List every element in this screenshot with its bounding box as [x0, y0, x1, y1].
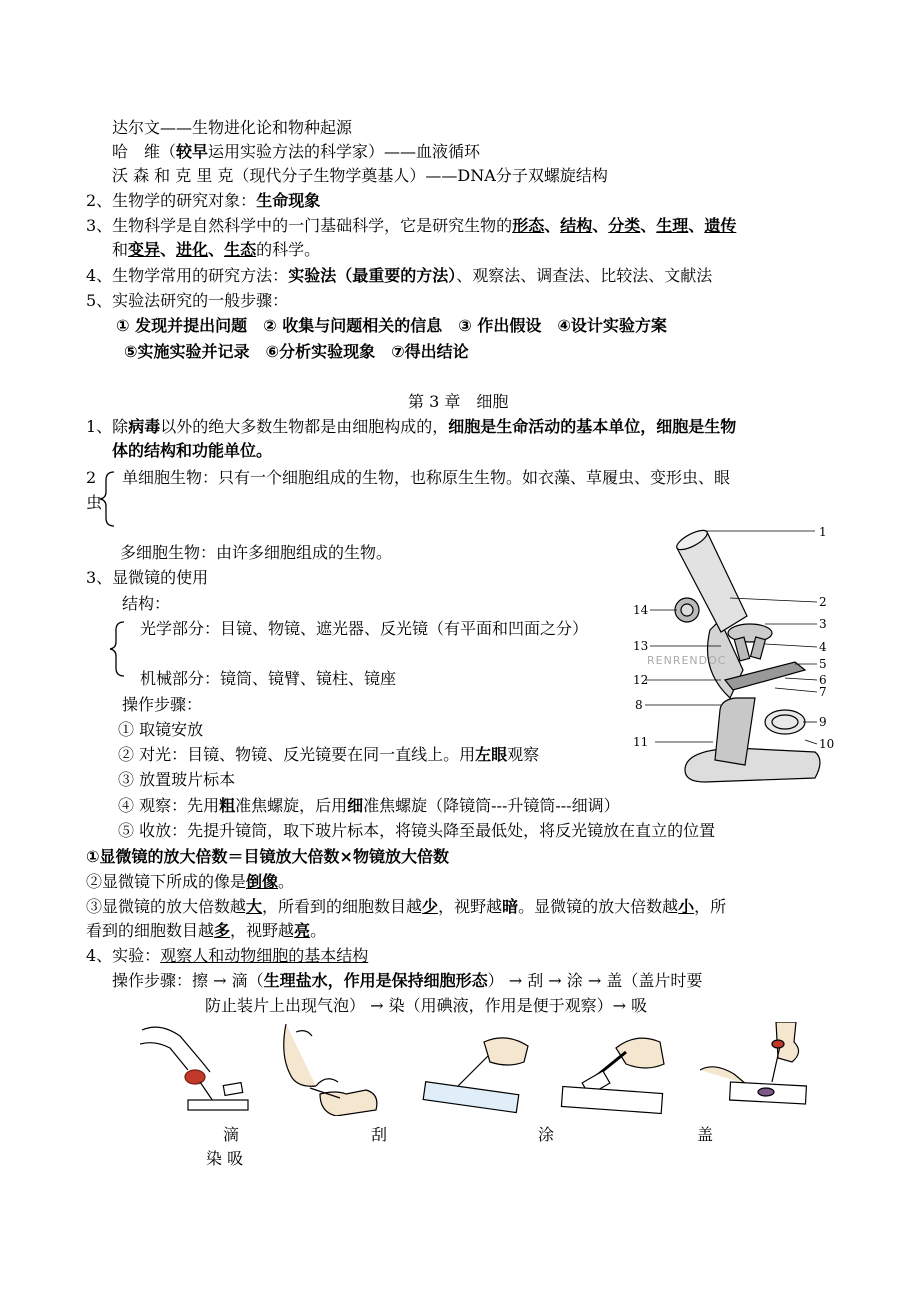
sep: 、 — [544, 216, 561, 235]
m4d: 亮 — [294, 921, 311, 940]
m3b: 大 — [246, 897, 263, 916]
op-5: ⑤ 收放：先提升镜筒，取下玻片标本，将镜头降至最低处，将反光镜放在直立的位置 — [118, 821, 716, 840]
op4-text: ④ 观察：先用 — [118, 796, 220, 815]
brace-icon — [98, 470, 118, 528]
m3f: 暗 — [502, 897, 519, 916]
label-3: 3 — [819, 617, 827, 631]
label-1: 1 — [819, 525, 827, 539]
section-2 — [86, 190, 320, 212]
sep: 、 — [160, 240, 177, 259]
harvey-text-2: 运用实验方法的科学家）——血液循环 — [208, 142, 481, 161]
optical-parts: 光学部分：目镜、物镜、遮光器、反光镜（有平面和凹面之分） — [140, 619, 589, 638]
watson-line: 沃 森 和 克 里 克（现代分子生物学奠基人）——DNA分子双螺旋结构 — [112, 166, 608, 185]
smear-illustration — [420, 1032, 532, 1116]
unicellular-line: 单细胞生物：只有一个细胞组成的生物，也称原生生物。如衣藻、草履虫、变形虫、眼 — [122, 468, 731, 487]
op2-text: ② 对光：目镜、物镜、反光镜要在同一直线上。用 — [118, 745, 476, 764]
caption-smear: 涂 — [538, 1125, 555, 1144]
sep: 、 — [640, 216, 657, 235]
kw-evolution: 进化 — [176, 240, 209, 259]
microscope-diagram — [625, 520, 840, 790]
op4-text-3: 准焦螺旋（降镜筒---升镜筒---细调） — [363, 796, 620, 815]
op-2 — [118, 744, 539, 766]
s2-bold: 生命现象 — [256, 191, 321, 210]
m4a: 看到的细胞数目越 — [86, 921, 215, 940]
drip-illustration — [140, 1022, 250, 1114]
m3i: ，所 — [694, 897, 727, 916]
s2-text: 2、生物学的研究对象： — [86, 191, 257, 210]
section-5-title: 5、实验法研究的一般步骤： — [86, 291, 289, 310]
microscope-heading: 3、显微镜的使用 — [86, 568, 209, 587]
ops-label: 操作步骤： — [122, 695, 203, 714]
structure-label: 结构： — [122, 594, 171, 613]
kw-morphology: 形态 — [512, 216, 545, 235]
kw-structure: 结构 — [560, 216, 593, 235]
section-3-line2 — [112, 239, 320, 261]
m4e: 。 — [310, 921, 327, 940]
m3g: 。显微镜的放大倍数越 — [518, 897, 679, 916]
m2-text: ②显微镜下所成的像是 — [86, 872, 247, 891]
s3-text: 3、生物科学是自然科学中的一门基础科学，它是研究生物的 — [86, 216, 513, 235]
magnification-formula: ①显微镜的放大倍数＝目镜放大倍数×物镜放大倍数 — [86, 847, 449, 866]
s1b: 生理盐水，作用是保持细胞形态 — [263, 971, 488, 990]
experiment-steps-1 — [112, 970, 702, 992]
op2-end: 观察 — [507, 745, 540, 764]
label-5: 5 — [819, 657, 827, 671]
caption-drip: 滴 — [223, 1125, 240, 1144]
inverted-image — [86, 871, 294, 893]
label-14: 14 — [633, 603, 649, 617]
label-8: 8 — [635, 698, 643, 712]
mechanical-parts: 机械部分：镜筒、镜臂、镜柱、镜座 — [140, 669, 397, 688]
s3-end: 的科学。 — [256, 240, 321, 259]
caption-stain-absorb: 染 吸 — [206, 1149, 244, 1168]
experiment-steps-2: 防止装片上出现气泡） → 染（用碘液，作用是便于观察）→ 吸 — [205, 996, 648, 1015]
darwin-line: 达尔文——生物进化论和物种起源 — [112, 118, 353, 137]
s4-rest: 、观察法、调查法、比较法、文献法 — [456, 266, 713, 285]
m2-end: 。 — [278, 872, 295, 891]
label-10: 10 — [819, 737, 835, 751]
chapter-3-title: 第 3 章 细胞 — [408, 392, 509, 411]
op2-left-eye: 左眼 — [475, 745, 508, 764]
kw-ecology: 生态 — [224, 240, 257, 259]
m3e: ，视野越 — [438, 897, 503, 916]
s3-and: 和 — [112, 240, 129, 259]
m3h: 小 — [678, 897, 695, 916]
op-4 — [118, 795, 620, 817]
kw-heredity: 遗传 — [704, 216, 737, 235]
watermark: RENRENDOC — [647, 654, 727, 667]
m3d: 少 — [422, 897, 439, 916]
experiment-heading — [86, 945, 368, 967]
kw-physiology: 生理 — [656, 216, 689, 235]
sep: 、 — [688, 216, 705, 235]
label-4: 4 — [819, 640, 827, 654]
kw-classification: 分类 — [608, 216, 641, 235]
label-11: 11 — [633, 735, 649, 749]
section-5-steps-2: ⑤实施实验并记录 ⑥分析实验现象 ⑦得出结论 — [124, 342, 469, 361]
s4-bold: 实验法（最重要的方法） — [288, 266, 457, 285]
harvey-line — [112, 141, 480, 163]
label-13: 13 — [633, 639, 649, 653]
op4-coarse: 粗 — [219, 796, 236, 815]
p1-text-2: 以外的绝大多数生物都是由细胞构成的， — [160, 417, 449, 436]
section-3-line1 — [86, 215, 736, 237]
p1-virus: 病毒 — [128, 417, 161, 436]
s4-text: 4、生物学常用的研究方法： — [86, 266, 289, 285]
m4b: 多 — [214, 921, 231, 940]
magnification-rule-1 — [86, 896, 726, 918]
sep: 、 — [208, 240, 225, 259]
section-4 — [86, 265, 712, 287]
caption-scrape: 刮 — [371, 1125, 388, 1144]
label-9: 9 — [819, 715, 827, 729]
scrape-illustration — [276, 1024, 388, 1116]
m2-bold: 倒像 — [246, 872, 279, 891]
op-3: ③ 放置玻片标本 — [118, 770, 236, 789]
section-5-steps-1: ① 发现并提出问题 ② 收集与问题相关的信息 ③ 作出假设 ④设计实验方案 — [116, 316, 667, 335]
m3a: ③显微镜的放大倍数越 — [86, 897, 247, 916]
op4-text-2: 准焦螺旋，后用 — [235, 796, 348, 815]
brace-icon — [108, 620, 128, 678]
p4-title: 观察人和动物细胞的基本结构 — [160, 946, 369, 965]
harvey-text: 哈 维（ — [112, 142, 177, 161]
p1-bold: 细胞是生命活动的基本单位，细胞是生物 — [448, 417, 737, 436]
op-1: ① 取镜安放 — [118, 720, 204, 739]
stain-absorb-illustration — [700, 1022, 812, 1114]
sep: 、 — [592, 216, 609, 235]
m3c: ，所看到的细胞数目越 — [262, 897, 423, 916]
label-6: 6 — [819, 673, 827, 687]
p1-text: 1、除 — [86, 417, 129, 436]
p4-label: 4、实验： — [86, 946, 161, 965]
kw-variation: 变异 — [128, 240, 161, 259]
label-2: 2 — [819, 595, 827, 609]
m4c: ，视野越 — [230, 921, 295, 940]
s1a: 操作步骤：擦 → 滴（ — [112, 971, 264, 990]
s1c: ） → 刮 → 涂 → 盖（盖片时要 — [487, 971, 703, 990]
label-7: 7 — [819, 685, 827, 699]
cell-para-1b: 体的结构和功能单位。 — [112, 441, 273, 460]
caption-cover: 盖 — [697, 1125, 714, 1144]
p2-overflow: 虫 — [86, 493, 103, 512]
harvey-bold: 较早 — [176, 142, 209, 161]
p2-number: 2 — [86, 468, 97, 487]
cell-para-1 — [86, 416, 736, 438]
magnification-rule-2 — [86, 920, 326, 942]
label-12: 12 — [633, 673, 649, 687]
cover-illustration — [560, 1026, 672, 1118]
multicellular-line: 多细胞生物：由许多细胞组成的生物。 — [120, 543, 393, 562]
op4-fine: 细 — [347, 796, 364, 815]
